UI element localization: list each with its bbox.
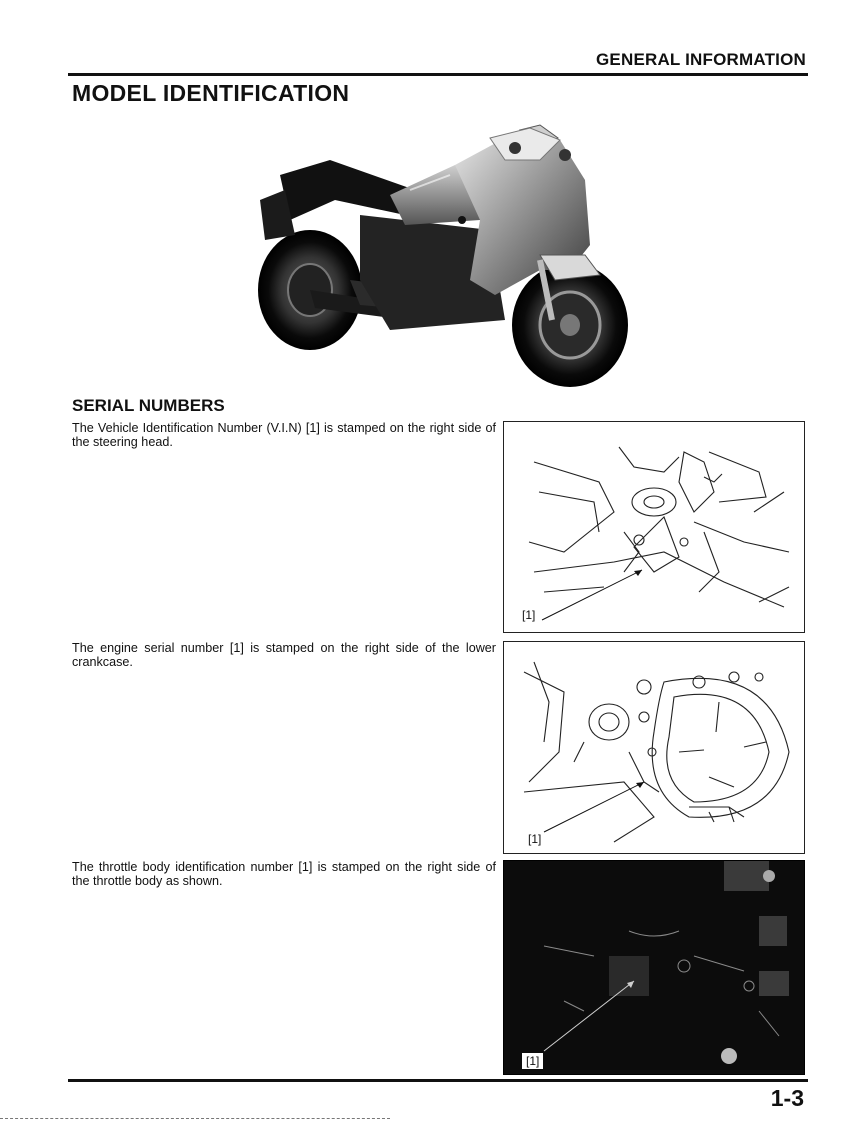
page-title: MODEL IDENTIFICATION [72, 80, 350, 106]
header-rule [68, 73, 808, 76]
throttle-callout-label: [1] [522, 1053, 543, 1069]
vin-description: The Vehicle Identification Number (V.I.N) [1] is stamped on the right side of the steering head. [72, 421, 496, 449]
footer-rule [68, 1079, 808, 1082]
steering-head-drawing [504, 422, 804, 632]
engine-serial-description: The engine serial number [1] is stamped on the right side of the lower crankcase. [72, 641, 496, 669]
scan-artifact-line [0, 1118, 390, 1120]
engine-callout-label: [1] [528, 832, 542, 846]
throttle-body-description: The throttle body identification number [1] is stamped on the right side of the throttle body as shown. [72, 860, 496, 888]
serial-numbers-heading: SERIAL NUMBERS [72, 396, 225, 415]
page-number: 1-3 [770, 1085, 804, 1111]
motorcycle-illustration [240, 120, 635, 390]
vin-callout-label: [1] [522, 608, 536, 622]
crankcase-drawing [504, 642, 804, 853]
throttle-body-photo [503, 860, 805, 1075]
engine-serial-figure [503, 641, 805, 854]
vin-location-figure [503, 421, 805, 633]
throttle-body-image [504, 861, 804, 1074]
section-title: GENERAL INFORMATION [596, 50, 806, 69]
